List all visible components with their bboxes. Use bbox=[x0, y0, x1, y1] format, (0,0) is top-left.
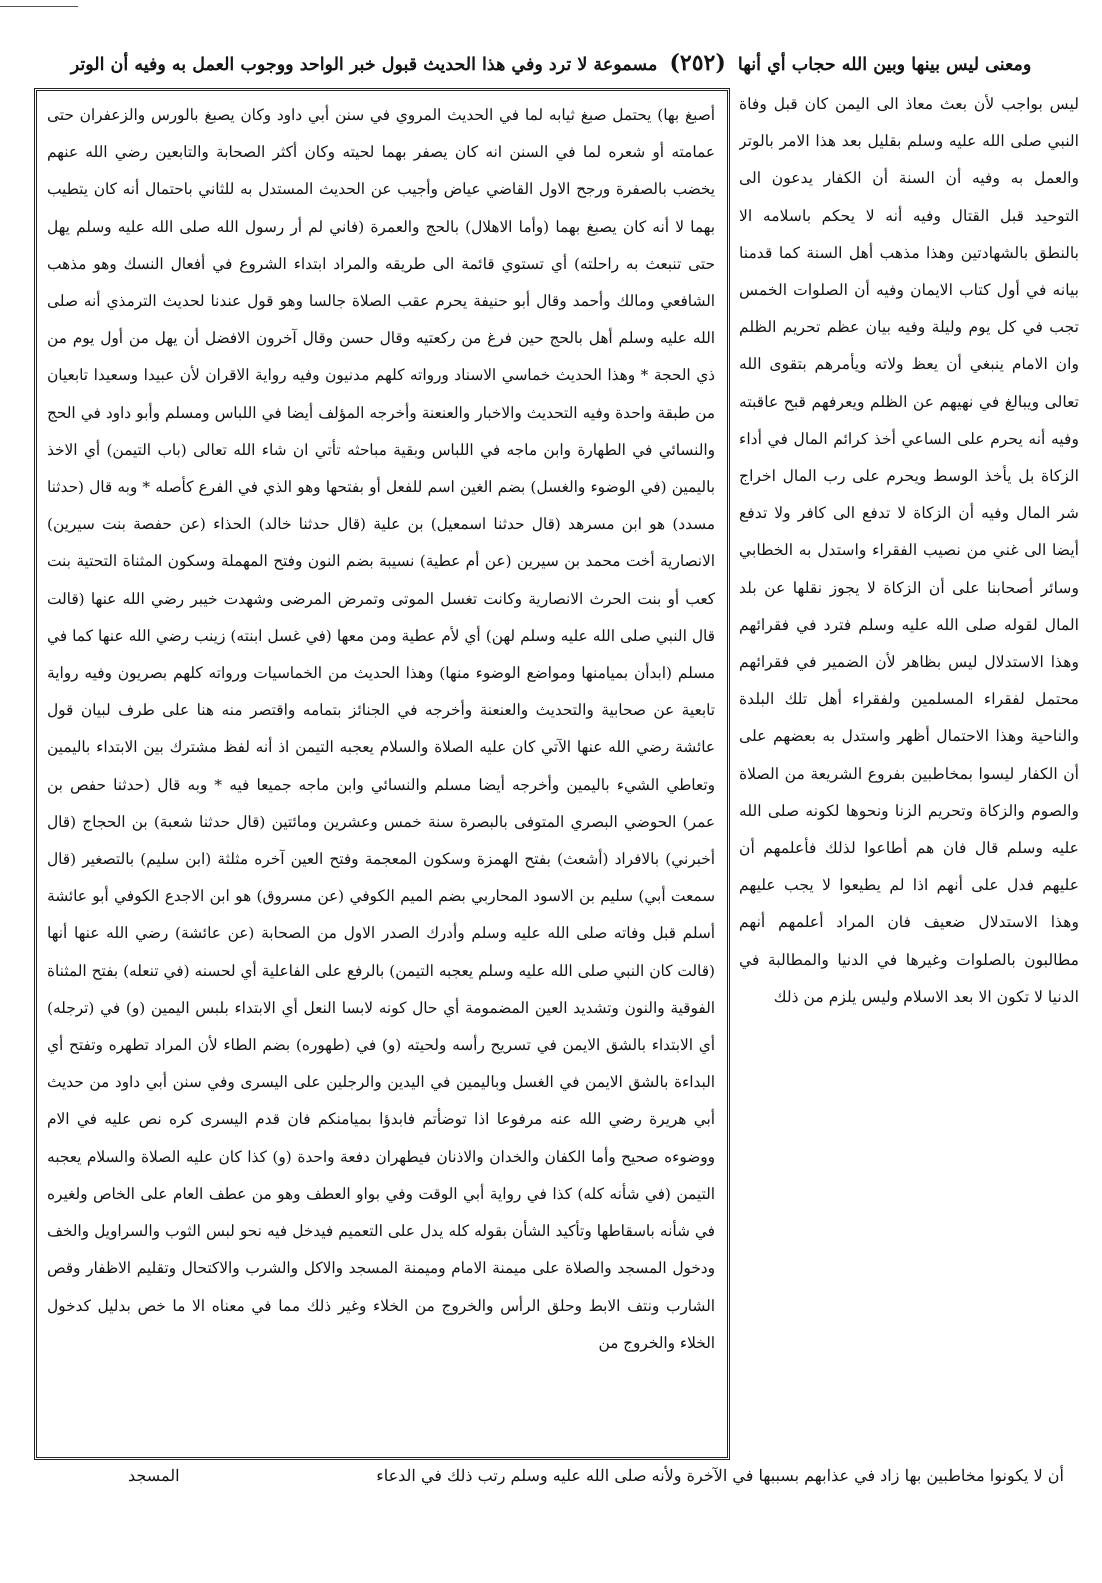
page-number: (٢٥٢) bbox=[669, 50, 726, 76]
catchword: المسجد bbox=[128, 1466, 180, 1485]
main-commentary-frame bbox=[34, 88, 730, 1460]
main-commentary-text: أصبغ بها) يحتمل صبغ ثيابه لما في الحديث المروي في سنن أبي داود وكان يصبغ بالورس والزعفران حتى عمامته أو شعره لما في السنن انه كان يصفر بهما لحيته وكان أكثر الصحابة والتابعين رضي الله عنهم يخضب بالصفرة ورجح الاول القاضي عياض وأجيب عن الحديث المستدل به للثاني باحتمال أنه كان يتطيب بهما لا أنه كان يصبغ بهما (وأما الاهلال) بالحج والعمرة (فاني لم أر رسول الله صلى الله عليه وسلم يهل حتى تنبعث به راحلته) أي تستوي قائمة الى طريقه والمراد ابتداء الشروع في أفعال النسك وهو مذهب الشافعي ومالك وأحمد وقال أبو حنيفة يحرم عقب الصلاة جالسا وهو قول عندنا لحديث الترمذي أنه صلى الله عليه وسلم أهل بالحج حين فرغ من ركعتيه وقال حسن وقال آخرون الافضل أن يهل من أول يوم من ذي الحجة * وهذا الحديث خماسي الاسناد ورواته كلهم مدنيون وفيه رواية الاقران لأن عبيدا وسعيدا تابعيان من طبقة واحدة وفيه التحديث والاخبار والعنعنة وأخرجه المؤلف أيضا في اللباس ومسلم وأبو داود في الحج والنسائي في الطهارة وابن ماجه في اللباس وبقية مباحثه تأتي ان شاء الله تعالى (باب التيمن) أي الاخذ باليمين (في الوضوء والغسل) بضم الغين اسم للفعل أو بفتحها وهو الذي في الفرع كأصله * وبه قال (حدثنا مسدد) هو ابن مسرهد (قال حدثنا اسمعيل) بن علية (قال حدثنا خالد) الحذاء (عن حفصة بنت سيرين) الانصارية أخت محمد بن سيرين (عن أم عطية) نسيبة بضم النون وفتح المهملة وسكون المثناة التحتية بنت كعب أو بنت الحرث الانصارية وكانت تغسل الموتى وتمرض المرضى وشهدت خيبر رضي الله عنها (قالت قال النبي صلى الله عليه وسلم لهن) أي لأم عطية ومن معها (في غسل ابنته) زينب رضي الله عنها كما في مسلم (ابدأن بميامنها ومواضع الوضوء منها) وهذا الحديث من الخماسيات ورواته كلهم بصريون وفيه رواية تابعية عن صحابية والتحديث والعنعنة وأخرجه في الجنائز بتمامه واقتصر منه هنا على طرف لبيان قول عائشة رضي الله عنها الآتي كان عليه الصلاة والسلام يعجبه التيمن اذ أنه لفظ مشترك بين الابتداء باليمين وتعاطي الشيء باليمين وأخرجه أيضا مسلم والنسائي وابن ماجه جميعا فيه * وبه قال (حدثنا حفص بن عمر) الحوضي البصري المتوفى بالبصرة سنة خمس وعشرين ومائتين (قال حدثنا شعبة) بن الحجاج (قال أخبرني) بالافراد (أشعث) بفتح الهمزة وسكون المعجمة وفتح العين آخره مثلثة (ابن سليم) بالتصغير (قال سمعت أبي) سليم بن الاسود المحاربي بضم الميم الكوفي (عن مسروق) هو ابن الاجدع الكوفي أبو عائشة أسلم قبل وفاته صلى الله عليه وسلم وأدرك الصدر الاول من الصحابة (عن عائشة) رضي الله عنها أنها (قالت كان النبي صلى الله عليه وسلم يعجبه التيمن) بالرفع على الفاعلية أي لحسنه (في تنعله) بفتح المثناة الفوقية والنون وتشديد العين المضمومة أي حال كونه لابسا النعل أي الابتداء بلبس اليمين (و) في (ترجله) أي الابتداء بالشق الايمن في تسريح رأسه ولحيته (و) في (طهوره) بضم الطاء لأن المراد تطهره وتفتح أي البداءة بالشق الايمن في الغسل وباليمين في اليدين والرجلين على اليسرى وفي سنن أبي داود من حديث أبي هريرة رضي الله عنه مرفوعا اذا توضأتم فابدؤا بميامنكم فان قدم اليسرى كره نص عليه في الام ووضوءه صحيح وأما الكفان والخدان والاذنان فيطهران دفعة واحدة (و) كذا كان عليه الصلاة والسلام يعجبه التيمن (في شأنه كله) كذا في رواية أبي الوقت وفي بواو العطف وهو من عطف العام على الخاص ولغيره في شأنه باسقاطها وتأكيد الشأن بقوله كله يدل على التعميم فيدخل فيه نحو لبس الثوب والسراويل والخف ودخول المسجد والصلاة على ميمنة الامام وميمنة المسجد والاكل والشرب والاكتحال وتقليم الاظفار وقص الشارب ونتف الابط وحلق الرأس والخروج من الخلاء وغير ذلك مما في معناه الا ما خص بدليل كدخول الخلاء والخروج من bbox=[47, 106, 716, 1352]
side-commentary-column bbox=[739, 86, 1079, 1466]
header-text-right: مسموعة لا ترد وفي هذا الحديث قبول خبر الواحد ووجوب العمل به وفيه أن الوتر bbox=[70, 55, 658, 75]
top-rule bbox=[0, 6, 78, 7]
page-body bbox=[34, 86, 1079, 1471]
bottom-continuation-line: أن لا يكونوا مخاطبين بها زاد في عذابهم بسببها في الآخرة ولأنه صلى الله عليه وسلم رتب ذلك في الدعاء bbox=[376, 1466, 1064, 1485]
header-text-left: ومعنى ليس بينها وبين الله حجاب أي أنها bbox=[737, 55, 1032, 75]
page-header bbox=[20, 40, 1082, 86]
side-commentary-text: ليس بواجب لأن بعث معاذ الى اليمن كان قبل وفاة النبي صلى الله عليه وسلم بقليل بعد هذا الامر بالوتر والعمل به وفيه أن السنة أن الكفار يدعون الى التوحيد قبل القتال وفيه أنه لا يحكم باسلامه الا بالنطق بالشهادتين وهذا مذهب أهل السنة كما قدمنا بيانه في أول كتاب الايمان وفيه أن الصلوات الخمس تجب في كل يوم وليلة وفيه بيان عظم تحريم الظلم وان الامام ينبغي أن يعظ ولاته ويأمرهم بتقوى الله تعالى ويبالغ في نهيهم عن الظلم ويعرفهم قبح عاقبته وفيه أنه يحرم على الساعي أخذ كرائم المال في أداء الزكاة بل يأخذ الوسط ويحرم على رب المال اخراج شر المال وفيه أن الزكاة لا تدفع الى كافر ولا تدفع أيضا الى غني من نصيب الفقراء واستدل به الخطابي وسائر أصحابنا على أن الزكاة لا يجوز نقلها عن بلد المال لقوله صلى الله عليه وسلم فترد في فقرائهم وهذا الاستدلال ليس بظاهر لأن الضمير في فقرائهم محتمل لفقراء المسلمين ولفقراء أهل تلك البلدة والناحية وهذا الاحتمال أظهر واستدل به بعضهم على أن الكفار ليسوا بمخاطبين بفروع الشريعة من الصلاة والصوم والزكاة وتحريم الزنا ونحوها لكونه صلى الله عليه وسلم قال فان هم أطاعوا لذلك فأعلمهم أن عليهم فدل على أنهم اذا لم يطيعوا لا يجب عليهم وهذا الاستدلال ضعيف فان المراد أعلمهم أنهم مطالبون بالصلوات وغيرها في الدنيا والمطالبة في الدنيا لا تكون الا بعد الاسلام وليس يلزم من ذلك bbox=[739, 95, 1079, 1006]
